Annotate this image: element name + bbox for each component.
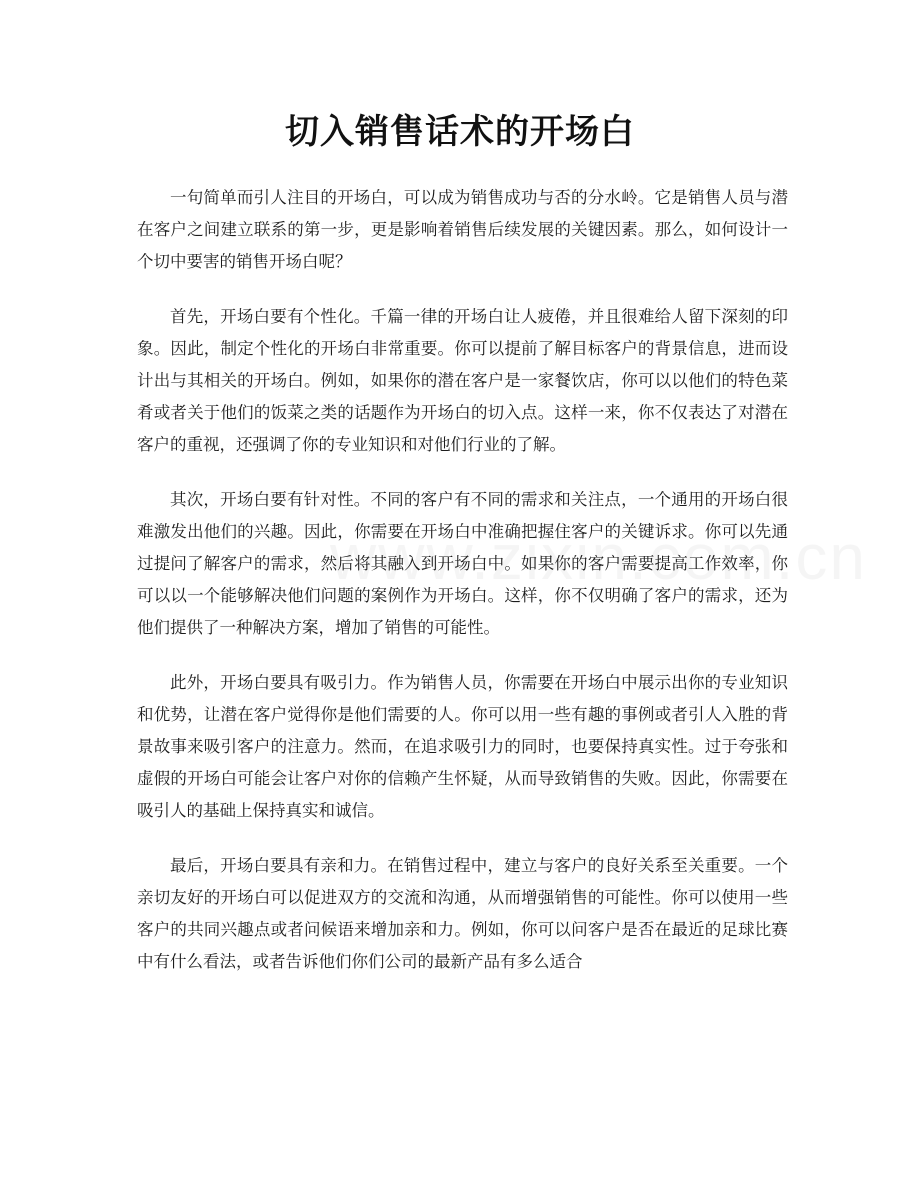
paragraph-personalization: 首先，开场白要有个性化。千篇一律的开场白让人疲倦，并且很难给人留下深刻的印象。因此，制定个性化的开场白非常重要。你可以提前了解目标客户的背景信息，进而设计出与其相关的开场白。例如，如果你的潜在客户是一家餐饮店，你可以以他们的特色菜肴或者关于他们的饭菜之类的话题作为开场白的切入点。这样一来，你不仅表达了对潜在客户的重视，还强调了你的专业知识和对他们行业的了解。 [137,307,788,454]
document-body [137,182,788,1001]
paragraph-intro: 一句简单而引人注目的开场白，可以成为销售成功与否的分水岭。它是销售人员与潜在客户之间建立联系的第一步，更是影响着销售后续发展的关键因素。那么，如何设计一个切中要害的销售开场白呢？ [137,188,788,271]
paragraph-targeting: 其次，开场白要有针对性。不同的客户有不同的需求和关注点，一个通用的开场白很难激发出他们的兴趣。因此，你需要在开场白中准确把握住客户的关键诉求。你可以先通过提问了解客户的需求，然后将其融入到开场白中。如果你的客户需要提高工作效率，你可以以一个能够解决他们问题的案例作为开场白。这样，你不仅明确了客户的需求，还为他们提供了一种解决方案，增加了销售的可能性。 [137,490,788,637]
paragraph-affinity: 最后，开场白要具有亲和力。在销售过程中，建立与客户的良好关系至关重要。一个亲切友好的开场白可以促进双方的交流和沟通，从而增强销售的可能性。你可以使用一些客户的共同兴趣点或者问候语来增加亲和力。例如，你可以问客户是否在最近的足球比赛中有什么看法，或者告诉他们你们公司的最新产品有多么适合 [137,856,788,971]
paragraph-attraction: 此外，开场白要具有吸引力。作为销售人员，你需要在开场白中展示出你的专业知识和优势，让潜在客户觉得你是他们需要的人。你可以用一些有趣的事例或者引人入胜的背景故事来吸引客户的注意力。然而，在追求吸引力的同时，也要保持真实性。过于夸张和虚假的开场白可能会让客户对你的信赖产生怀疑，从而导致销售的失败。因此，你需要在吸引人的基础上保持真实和诚信。 [137,673,788,820]
document-title: 切入销售话术的开场白 [285,112,635,152]
